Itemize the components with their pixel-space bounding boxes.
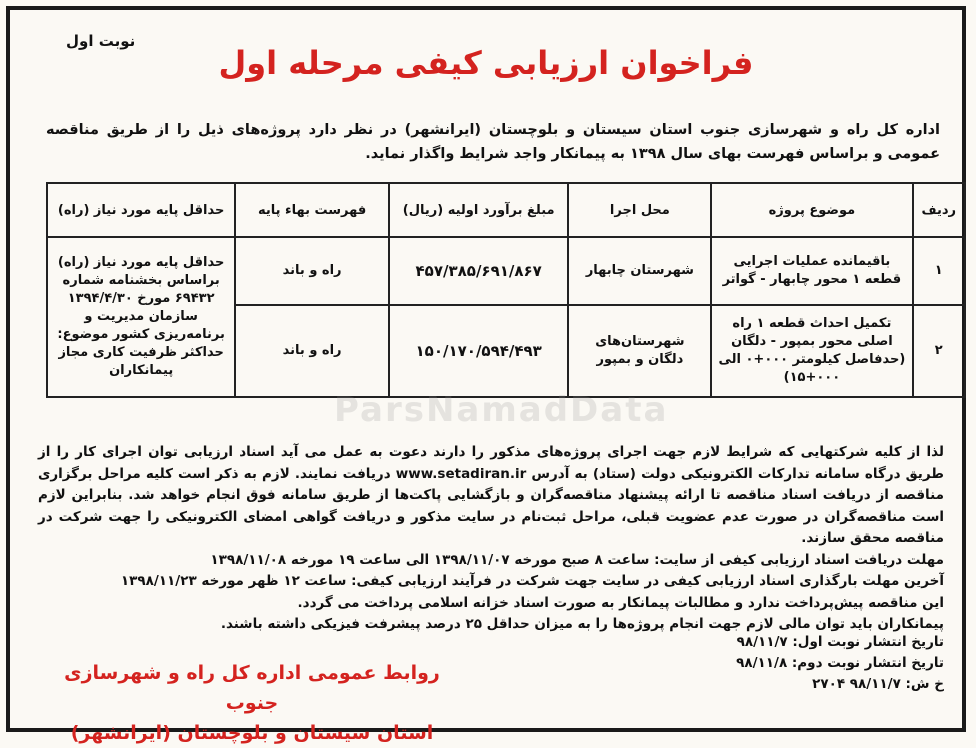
ad-content — [14, 10, 958, 744]
conditions-text — [38, 442, 944, 636]
header-base: فهرست بهاء پایه — [235, 183, 389, 237]
page-title: فراخوان ارزیابی کیفی مرحله اول — [218, 44, 754, 82]
projects-table — [46, 182, 966, 398]
financial-note: پیمانکاران باید توان مالی لازم جهت انجام پروژه‌ها را به میزان حداقل ۲۵ درصد پیشرفت فیزیکی داشته باشند. — [220, 616, 944, 632]
ad-code: خ ش: ۹۸/۱۱/۷ ۲۷۰۴ — [812, 676, 944, 692]
table-header-row — [47, 183, 965, 237]
upload-deadline: آخرین مهلت بارگذاری اسناد ارزیابی کیفی در سایت جهت شرکت در فرآیند ارزیابی کیفی: ساعت ۱۲ ظهر مورخه ۱۳۹۸/۱۱/۲۳ — [120, 573, 944, 589]
header-location: محل اجرا — [568, 183, 711, 237]
intro-paragraph: اداره کل راه و شهرسازی جنوب استان سیستان و بلوچستان (ایرانشهر) در نظر دارد پروژه‌های ذیل را از طریق مناقصه عمومی و براساس فهرست بهای سال ۱۳۹۸ به پیمانکار واجد شرایط واگذار نماید. — [46, 122, 940, 162]
header-row-no: ردیف — [913, 183, 966, 237]
publication-dates — [736, 632, 944, 695]
header-amount: مبلغ برآورد اولیه (ریال) — [389, 183, 569, 237]
edition-badge: نوبت اول — [66, 32, 136, 50]
invitation-paragraph: لذا از کلیه شرکتهایی که شرایط لازم جهت اجرای پروژه‌های مذکور را دارند دعوت به عمل می آید اسناد ارزیابی توان اجرای کار را از طریق درگاه سامانه تدارکات الکترونیکی دولت (ستاد) به آدرس www.setadiran.ir دریافت نمایند. لازم به ذکر است کلیه مراحل برگزاری مناقصه از دریافت اسناد مناقصه تا ارائه پیشنهاد مناقصه‌گران و بازگشایی پاکت‌ها از طریق سامانه فوق انجام خواهد شد. بنابراین لازم است مناقصه‌گران در صورت عدم عضویت قبلی، مراحل ثبت‌نام در سایت مذکور و دریافت گواهی امضای الکترونیکی را جهت شرکت در مناقصه محقق سازند. — [38, 444, 944, 546]
signature-line-1: روابط عمومی اداره کل راه و شهرسازی جنوب — [64, 662, 440, 714]
second-publication: تاریخ انتشار نوبت دوم: ۹۸/۱۱/۸ — [736, 655, 944, 671]
cell-base: راه و باند — [235, 237, 389, 305]
cell-amount: ۱۵۰/۱۷۰/۵۹۴/۴۹۳ — [389, 305, 569, 397]
signature-line-2: استان سیستان و بلوچستان (ایرانشهر) — [70, 722, 434, 744]
header-subject: موضوع پروژه — [711, 183, 912, 237]
watermark: ParsNamadData — [334, 390, 669, 430]
cell-location: شهرستان‌های دلگان و بمپور — [568, 305, 711, 397]
cell-subject: باقیمانده عملیات اجرایی قطعه ۱ محور چابهار - گواتر — [711, 237, 912, 305]
table-row — [47, 237, 965, 305]
doc-deadline: مهلت دریافت اسناد ارزیابی کیفی از سایت: ساعت ۸ صبح مورخه ۱۳۹۸/۱۱/۰۷ الی ساعت ۱۹ مورخه ۱۳۹۸/۱۱/۰۸ — [210, 551, 944, 568]
cell-subject: تکمیل احداث قطعه ۱ راه اصلی محور بمپور - دلگان (حدفاصل کیلومتر ۰۰۰+۰ الی ۰۰۰+۱۵) — [711, 305, 912, 397]
cell-amount: ۴۵۷/۳۸۵/۶۹۱/۸۶۷ — [389, 237, 569, 305]
payment-note: این مناقصه پیش‌پرداخت ندارد و مطالبات پیمانکار به صورت اسناد خزانه اسلامی پرداخت می گردد. — [297, 594, 944, 611]
first-publication: تاریخ انتشار نوبت اول: ۹۸/۱۱/۷ — [736, 634, 944, 650]
cell-row-no: ۲ — [913, 305, 966, 397]
signature-block — [42, 658, 462, 748]
cell-base: راه و باند — [235, 305, 389, 397]
cell-grade: حداقل پایه مورد نیاز (راه) براساس بخشنامه شماره ۶۹۴۳۲ مورخ ۱۳۹۴/۴/۳۰ سازمان مدیریت و برنامه‌ریزی کشور موضوع: حداکثر ظرفیت کاری مجاز پیمانکاران — [47, 237, 235, 397]
cell-row-no: ۱ — [913, 237, 966, 305]
header-grade: حداقل پایه مورد نیاز (راه) — [47, 183, 235, 237]
cell-location: شهرستان چابهار — [568, 237, 711, 305]
